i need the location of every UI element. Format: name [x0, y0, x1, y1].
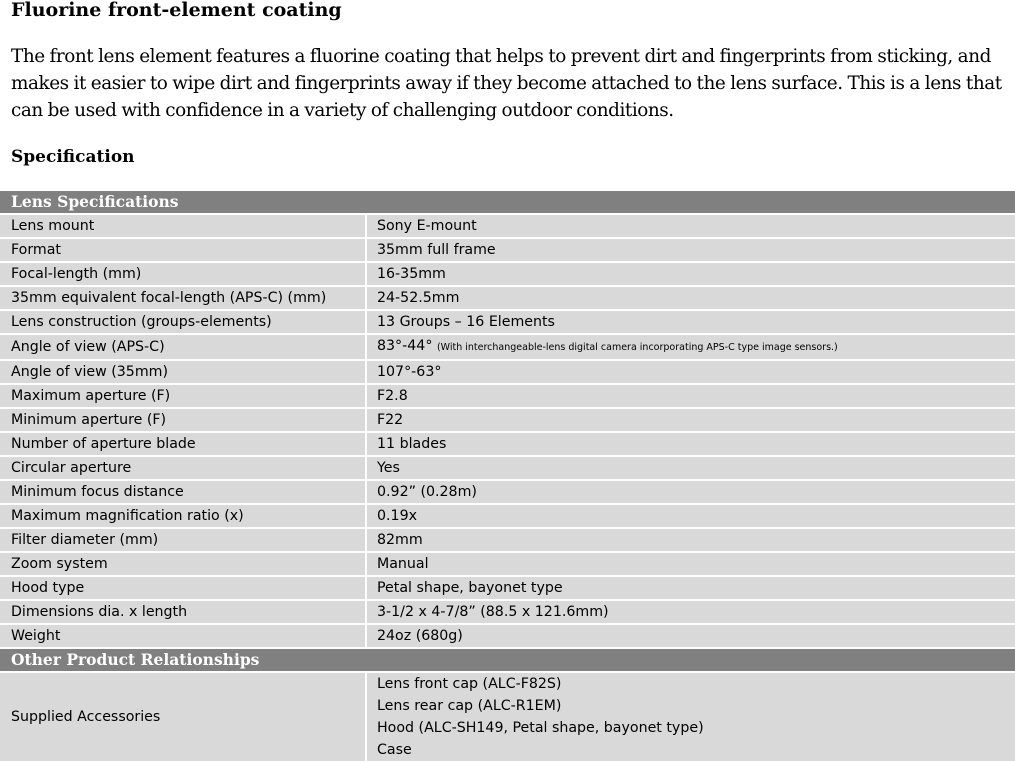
row-value: [366, 576, 1015, 600]
row-value-text: 24-52.5mm: [377, 290, 460, 306]
row-label: Lens mount: [0, 214, 366, 238]
table-row: [0, 528, 1015, 552]
row-label: Format: [0, 238, 366, 262]
table-row: [0, 408, 1015, 432]
table-row: [0, 624, 1015, 648]
table-row: [0, 286, 1015, 310]
row-value: [366, 432, 1015, 456]
row-value-text: Petal shape, bayonet type: [377, 580, 563, 596]
row-value-text: 0.92” (0.28m): [377, 484, 477, 500]
table-row: [0, 504, 1015, 528]
row-value-text: 0.19x: [377, 508, 417, 524]
row-label: Maximum aperture (F): [0, 384, 366, 408]
row-label: Dimensions dia. x length: [0, 600, 366, 624]
row-label: Number of aperture blade: [0, 432, 366, 456]
row-label: Weight: [0, 624, 366, 648]
row-value-text: 82mm: [377, 532, 423, 548]
row-value: [366, 238, 1015, 262]
row-value-text: 107°-63°: [377, 364, 442, 380]
row-value: [366, 360, 1015, 384]
specification-heading: Specification: [11, 147, 135, 167]
table-row: [0, 600, 1015, 624]
row-value: [366, 600, 1015, 624]
row-label: Lens construction (groups-elements): [0, 310, 366, 334]
row-value-text: 35mm full frame: [377, 242, 496, 258]
supplied-accessories-row: [0, 672, 1015, 762]
spec-table: [0, 191, 1015, 763]
table-row: [0, 310, 1015, 334]
row-value: [366, 310, 1015, 334]
table-row: [0, 360, 1015, 384]
row-label: 35mm equivalent focal-length (APS-C) (mm): [0, 286, 366, 310]
row-value: [366, 456, 1015, 480]
table-row: [0, 480, 1015, 504]
row-label: Filter diameter (mm): [0, 528, 366, 552]
row-value-text: 24oz (680g): [377, 628, 463, 644]
accessory-item: Lens front cap (ALC-F82S): [377, 676, 562, 692]
row-value-text: 3-1/2 x 4-7/8” (88.5 x 121.6mm): [377, 604, 609, 620]
row-value: [366, 384, 1015, 408]
row-label: Angle of view (35mm): [0, 360, 366, 384]
accessory-item: Lens rear cap (ALC-R1EM): [377, 698, 562, 714]
row-value: [366, 528, 1015, 552]
row-value-text: 16-35mm: [377, 266, 446, 282]
table-row: [0, 334, 1015, 360]
spec-table-body: [0, 191, 1015, 762]
row-label: Circular aperture: [0, 456, 366, 480]
row-value-text: 11 blades: [377, 436, 447, 452]
section-title: Fluorine front-element coating: [11, 0, 342, 21]
table-row: [0, 456, 1015, 480]
table-row: [0, 552, 1015, 576]
row-value-text: 13 Groups – 16 Elements: [377, 314, 555, 330]
row-value: [366, 286, 1015, 310]
table-row: [0, 214, 1015, 238]
row-value: [366, 408, 1015, 432]
row-value-text: Manual: [377, 556, 429, 572]
row-value: [366, 214, 1015, 238]
row-value: [366, 624, 1015, 648]
accessory-item: Hood (ALC-SH149, Petal shape, bayonet type): [377, 720, 704, 736]
accessory-item: Case: [377, 742, 412, 758]
table-row: [0, 432, 1015, 456]
row-label: Maximum magnification ratio (x): [0, 504, 366, 528]
row-label: Supplied Accessories: [0, 672, 366, 762]
other-product-relationships-header: Other Product Relationships: [0, 648, 1015, 672]
row-label: Focal-length (mm): [0, 262, 366, 286]
lens-specifications-header: Lens Specifications: [0, 191, 1015, 214]
row-value: [366, 480, 1015, 504]
table-row: [0, 238, 1015, 262]
row-label: Minimum focus distance: [0, 480, 366, 504]
row-value-text: Sony E-mount: [377, 218, 477, 234]
row-value-text: F22: [377, 412, 404, 428]
row-value: [366, 262, 1015, 286]
row-label: Zoom system: [0, 552, 366, 576]
accessories-list: [366, 672, 1015, 762]
row-value-text: 83°-44°: [377, 338, 433, 354]
row-label: Hood type: [0, 576, 366, 600]
table-row: [0, 384, 1015, 408]
row-value-text: Yes: [377, 460, 400, 476]
row-value: [366, 504, 1015, 528]
table-header-row: [0, 191, 1015, 214]
table-row: [0, 576, 1015, 600]
row-value-text: F2.8: [377, 388, 408, 404]
intro-paragraph: The front lens element features a fluorine coating that helps to prevent dirt and fingerprints from sticking, and makes it easier to wipe dirt and fingerprints away if they become attached to the lens surface. This is a lens that can be used with confidence in a variety of challenging outdoor conditions.: [11, 46, 1002, 121]
row-value: [366, 552, 1015, 576]
row-value-note: (With interchangeable-lens digital camera incorporating APS-C type image sensors.): [436, 342, 838, 353]
row-value: [366, 334, 1015, 360]
table-header-row: [0, 648, 1015, 672]
row-label: Minimum aperture (F): [0, 408, 366, 432]
table-row: [0, 262, 1015, 286]
row-label: Angle of view (APS-C): [0, 334, 366, 360]
